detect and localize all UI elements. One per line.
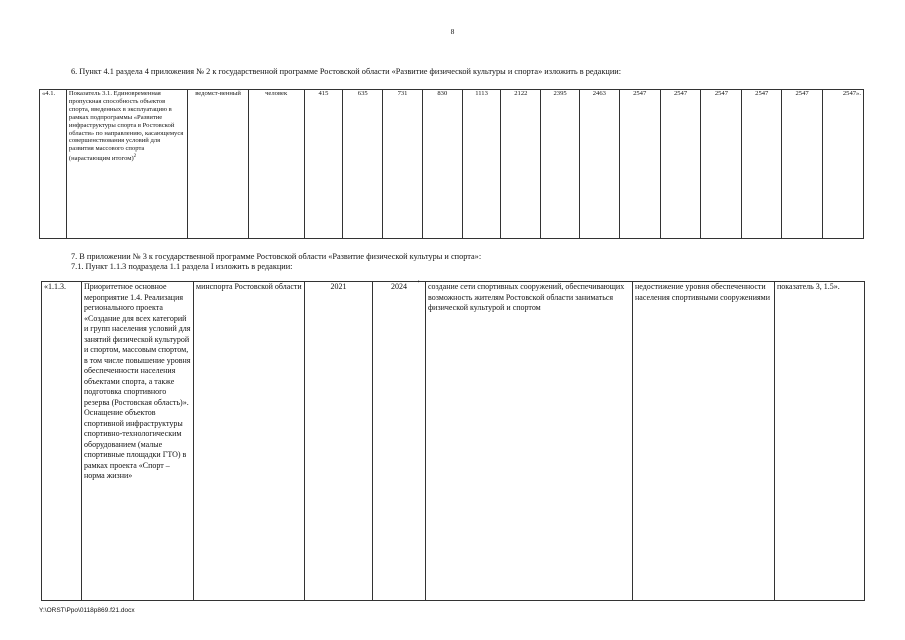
paragraph-6: 6. Пункт 4.1 раздела 4 приложения № 2 к государственной программе Ростовской области «Развитие физической культуры и спорта» изложить в редакции: — [71, 67, 622, 76]
value-cell: 2463 — [579, 90, 619, 239]
indicator-type: ведомст-венный — [188, 90, 248, 239]
indicator-name: Показатель 3.1. Единовременная пропускная способность объектов спорта, введенных в эксплуатацию в рамках подпрограммы «Развитие инфраструктуры спорта в Ростовской области» по направлению, касающемуся совершенствования условий для развития массового спорта (нарастающим итогом)$^2$ — [66, 90, 188, 239]
value-cell: 1113 — [462, 90, 501, 239]
value-cell: 2395 — [541, 90, 580, 239]
end-year: 2024 — [373, 282, 426, 601]
executor: минспорта Ростовской области — [194, 282, 305, 601]
measure-name: Приоритетное основное мероприятие 1.4. Реализация регионального проекта «Создание для всех категорий и групп населения условий для занятий физической культурой и спортом, массовым спортом, в том числе повышение уровня обеспеченности населения объектами спорта, а также подготовка спортивного резерва (Ростовская область)». Оснащение объектов спортивной инфраструктуры спортивно-технологическим оборудованием (малые спортивные площадки ГТО) в рамках проекта «Спорт – норма жизни» — [82, 282, 194, 601]
measures-table — [41, 281, 865, 601]
value-cell: 2547 — [660, 90, 701, 239]
value-cell: 2122 — [501, 90, 541, 239]
value-cell: 2547 — [701, 90, 742, 239]
indicator-link: показатель 3, 1.5». — [775, 282, 865, 601]
value-cell: 2547 — [742, 90, 782, 239]
paragraph-7-1: 7.1. Пункт 1.1.3 подраздела 1.1 раздела I изложить в редакции: — [71, 262, 293, 271]
value-cell: 731 — [383, 90, 423, 239]
indicator-table — [39, 89, 864, 239]
row-index: «4.1. — [40, 90, 67, 239]
value-cell: 830 — [422, 90, 462, 239]
value-cell: 635 — [343, 90, 383, 239]
start-year: 2021 — [305, 282, 373, 601]
stray-mark: ' — [418, 279, 420, 288]
value-cell: 2547». — [823, 90, 864, 239]
value-cell: 415 — [304, 90, 343, 239]
paragraph-7: 7. В приложении № 3 к государственной программе Ростовской области «Развитие физической культуры и спорта»: — [71, 252, 482, 261]
expected-result: создание сети спортивных сооружений, обеспечивающих возможность жителям Ростовской области заниматься физической культурой и спортом — [426, 282, 633, 601]
table-row — [42, 282, 865, 601]
footnote-mark: 2 — [133, 154, 137, 160]
unit: человек — [248, 90, 304, 239]
consequence: недостижение уровня обеспеченности населения спортивными сооружениями — [633, 282, 775, 601]
file-path-footer: Y:\ORST\Ppo\0118p869.f21.docx — [39, 607, 135, 614]
table-row — [40, 90, 864, 239]
value-cell: 2547 — [782, 90, 823, 239]
row-index: «1.1.3. — [42, 282, 82, 601]
page-number: 8 — [450, 27, 455, 36]
value-cell: 2547 — [619, 90, 660, 239]
